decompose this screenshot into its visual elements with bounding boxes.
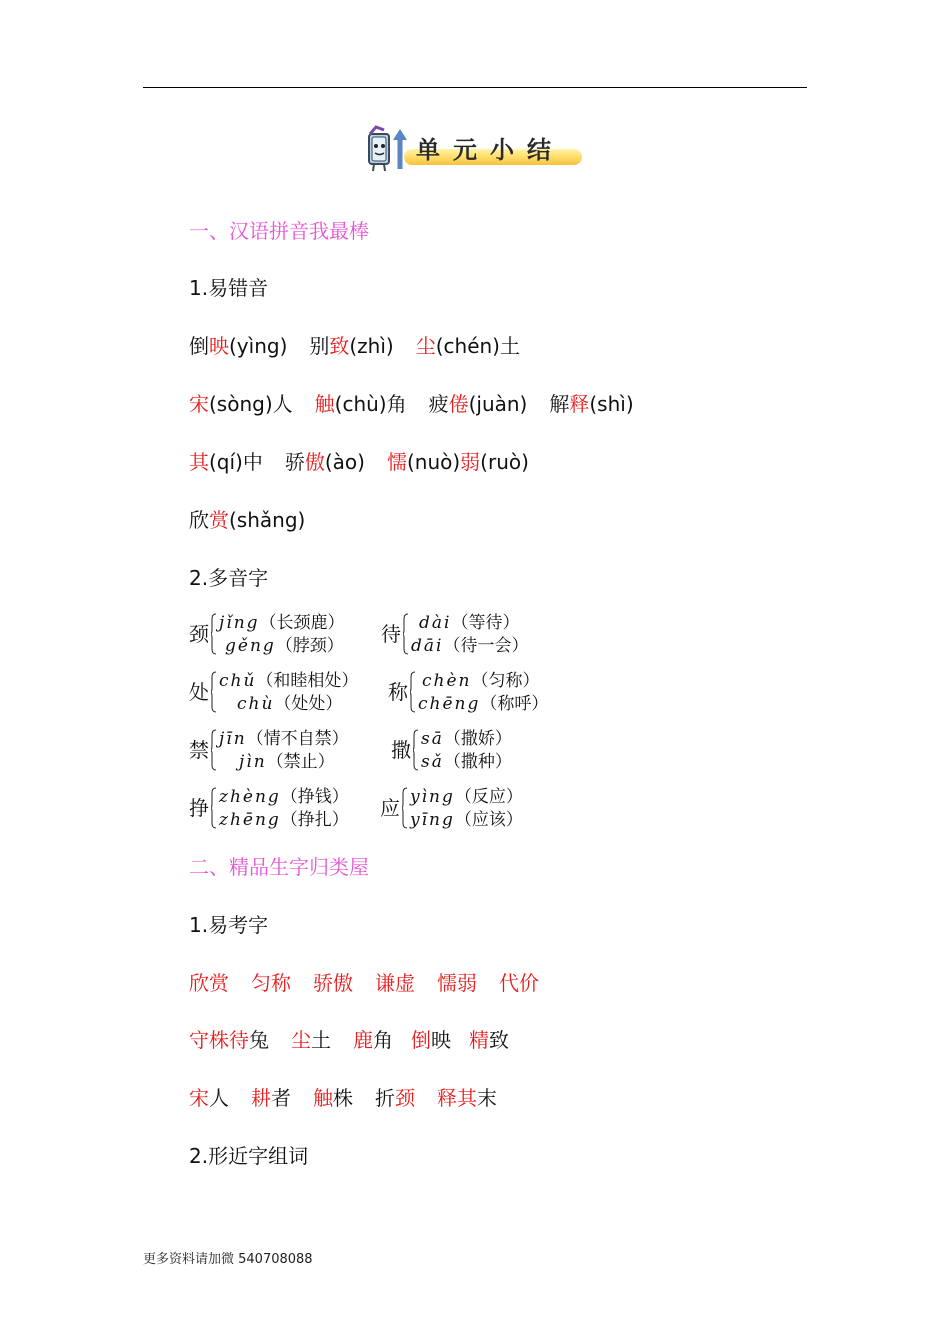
example-word: （长颈鹿）	[259, 613, 345, 633]
entry-text: 土	[311, 1028, 331, 1052]
entry-text: 映	[431, 1028, 451, 1052]
entry-text: 欣	[189, 508, 209, 532]
example-word: （应该）	[454, 810, 523, 830]
example-word: （禁止）	[266, 752, 335, 772]
polyphone-char: 应	[380, 796, 400, 820]
brace-icon	[402, 787, 408, 829]
key-words-line-3	[189, 1086, 497, 1110]
header-rule	[143, 87, 807, 88]
easy-mistake-line-3	[189, 450, 529, 474]
example-word: （挣钱）	[280, 787, 349, 807]
polyphone-entry	[189, 727, 374, 777]
example-word: （挣扎）	[280, 810, 349, 830]
highlight-char: 傲	[304, 450, 325, 474]
subsection-1-2: 2.多音字	[189, 566, 269, 590]
key-words-line-1	[189, 971, 539, 995]
key-word: 代价	[499, 971, 539, 995]
example-word: （匀称）	[471, 671, 540, 691]
entry-text: 别	[309, 334, 330, 358]
entry-text: 末	[477, 1086, 497, 1110]
entry-text: 折	[375, 1086, 395, 1110]
brace-icon	[211, 787, 217, 829]
entry-text: 解	[549, 392, 570, 416]
polyphone-char: 颈	[189, 622, 209, 646]
entry-pinyin: (ruò)	[480, 450, 529, 474]
example-word: （反应）	[454, 787, 523, 807]
highlight-char: 尘	[415, 334, 436, 358]
highlight-char: 致	[329, 334, 350, 358]
polyphone-entry	[388, 669, 558, 719]
highlight-char: 其	[189, 450, 209, 474]
highlight-char: 颈	[395, 1086, 415, 1110]
highlight-char: 倦	[448, 392, 469, 416]
entry-text: 人	[209, 1086, 229, 1110]
entry-pinyin: (qí)中	[209, 450, 263, 474]
entry-text: 兔	[249, 1028, 269, 1052]
polyphone-entry	[380, 785, 530, 835]
subsection-1-1: 1.易错音	[189, 276, 269, 300]
polyphone-entry	[189, 611, 364, 661]
key-word: 懦弱	[437, 971, 477, 995]
example-word: （撒种）	[443, 752, 512, 772]
polyphone-char: 处	[189, 680, 209, 704]
entry-text: 角	[373, 1028, 393, 1052]
pinyin: sǎ	[421, 752, 444, 772]
highlight-char: 释其	[437, 1086, 477, 1110]
entry-text: 致	[489, 1028, 509, 1052]
highlight-char: 耕	[251, 1086, 271, 1110]
entry-pinyin: (nuò)	[406, 450, 461, 474]
unit-summary-banner	[360, 124, 582, 174]
brace-icon	[403, 613, 409, 655]
example-word: （撒娇）	[443, 729, 512, 749]
entry-pinyin: (chén)土	[435, 334, 520, 358]
polyphone-char: 禁	[189, 738, 209, 762]
subsection-2-1: 1.易考字	[189, 913, 269, 937]
key-word: 谦虚	[375, 971, 415, 995]
polyphone-entry	[189, 669, 374, 719]
highlight-char: 宋	[189, 1086, 209, 1110]
entry-pinyin: (zhì)	[349, 334, 394, 358]
key-word: 匀称	[251, 971, 291, 995]
pinyin: chēng	[418, 694, 481, 714]
subsection-2-2: 2.形近字组词	[189, 1144, 309, 1168]
pinyin: chù	[237, 694, 275, 714]
example-word: （等待）	[451, 613, 520, 633]
footer-note: 更多资料请加微 540708088	[143, 1252, 313, 1267]
polyphone-entry	[391, 727, 531, 777]
highlight-char: 弱	[460, 450, 481, 474]
example-word: （称呼）	[480, 694, 549, 714]
key-words-line-2	[189, 1028, 509, 1052]
brace-icon	[413, 729, 419, 771]
entry-text: 者	[271, 1086, 291, 1110]
example-word: （处处）	[274, 694, 343, 714]
highlight-char: 赏	[209, 508, 229, 532]
pinyin: jīn	[219, 729, 247, 749]
polyphone-entry	[381, 611, 551, 661]
pinyin: jǐng	[219, 613, 260, 633]
polyphone-entry	[189, 785, 359, 835]
highlight-char: 触	[314, 392, 335, 416]
polyphone-char: 撒	[391, 738, 411, 762]
easy-mistake-line-1	[189, 334, 520, 358]
easy-mistake-line-2	[189, 392, 634, 416]
section-2-title: 二、精品生字归类屋	[189, 855, 369, 879]
section-1-title: 一、汉语拼音我最棒	[189, 219, 369, 243]
pinyin: zhēng	[219, 810, 281, 830]
highlight-char: 懦	[386, 450, 407, 474]
key-word: 欣赏	[189, 971, 229, 995]
example-word: （待一会）	[443, 636, 529, 656]
pinyin: zhèng	[219, 787, 281, 807]
book-mascot-icon	[360, 124, 412, 174]
pinyin: yìng	[410, 787, 455, 807]
brace-icon	[211, 671, 217, 713]
example-word: （脖颈）	[275, 636, 344, 656]
polyphone-char: 称	[388, 680, 408, 704]
example-word: （和睦相处）	[256, 671, 359, 691]
entry-pinyin: (sòng)人	[209, 392, 293, 416]
highlight-char: 守株待	[189, 1028, 249, 1052]
highlight-char: 映	[209, 334, 229, 358]
entry-text: 株	[333, 1086, 353, 1110]
entry-pinyin: (yìng)	[229, 334, 288, 358]
entry-text: 骄	[284, 450, 305, 474]
entry-text: 倒	[189, 334, 209, 358]
entry-pinyin: (chù)角	[334, 392, 407, 416]
highlight-char: 宋	[189, 392, 209, 416]
pinyin: chèn	[422, 671, 472, 691]
pinyin: gěng	[225, 636, 276, 656]
highlight-char: 触	[313, 1086, 333, 1110]
entry-pinyin: (ào)	[324, 450, 365, 474]
highlight-char: 尘	[291, 1028, 311, 1052]
highlight-char: 精	[469, 1028, 489, 1052]
pinyin: dài	[419, 613, 452, 633]
pinyin: dāi	[411, 636, 444, 656]
example-word: （情不自禁）	[246, 729, 349, 749]
brace-icon	[211, 729, 217, 771]
entry-text: 疲	[428, 392, 449, 416]
brace-icon	[211, 613, 217, 655]
banner-title: 单元小结	[416, 135, 564, 164]
entry-pinyin: (shǎng)	[229, 508, 306, 532]
pinyin: sā	[421, 729, 444, 749]
easy-mistake-line-4	[189, 508, 305, 532]
polyphone-char: 挣	[189, 796, 209, 820]
entry-pinyin: (shì)	[589, 392, 634, 416]
pinyin: yīng	[410, 810, 455, 830]
pinyin: chǔ	[219, 671, 257, 691]
highlight-char: 鹿	[353, 1028, 373, 1052]
pinyin: jìn	[239, 752, 267, 772]
highlight-char: 倒	[411, 1028, 431, 1052]
polyphone-char: 待	[381, 622, 401, 646]
entry-pinyin: (juàn)	[468, 392, 528, 416]
brace-icon	[410, 671, 416, 713]
highlight-char: 释	[569, 392, 590, 416]
key-word: 骄傲	[313, 971, 353, 995]
